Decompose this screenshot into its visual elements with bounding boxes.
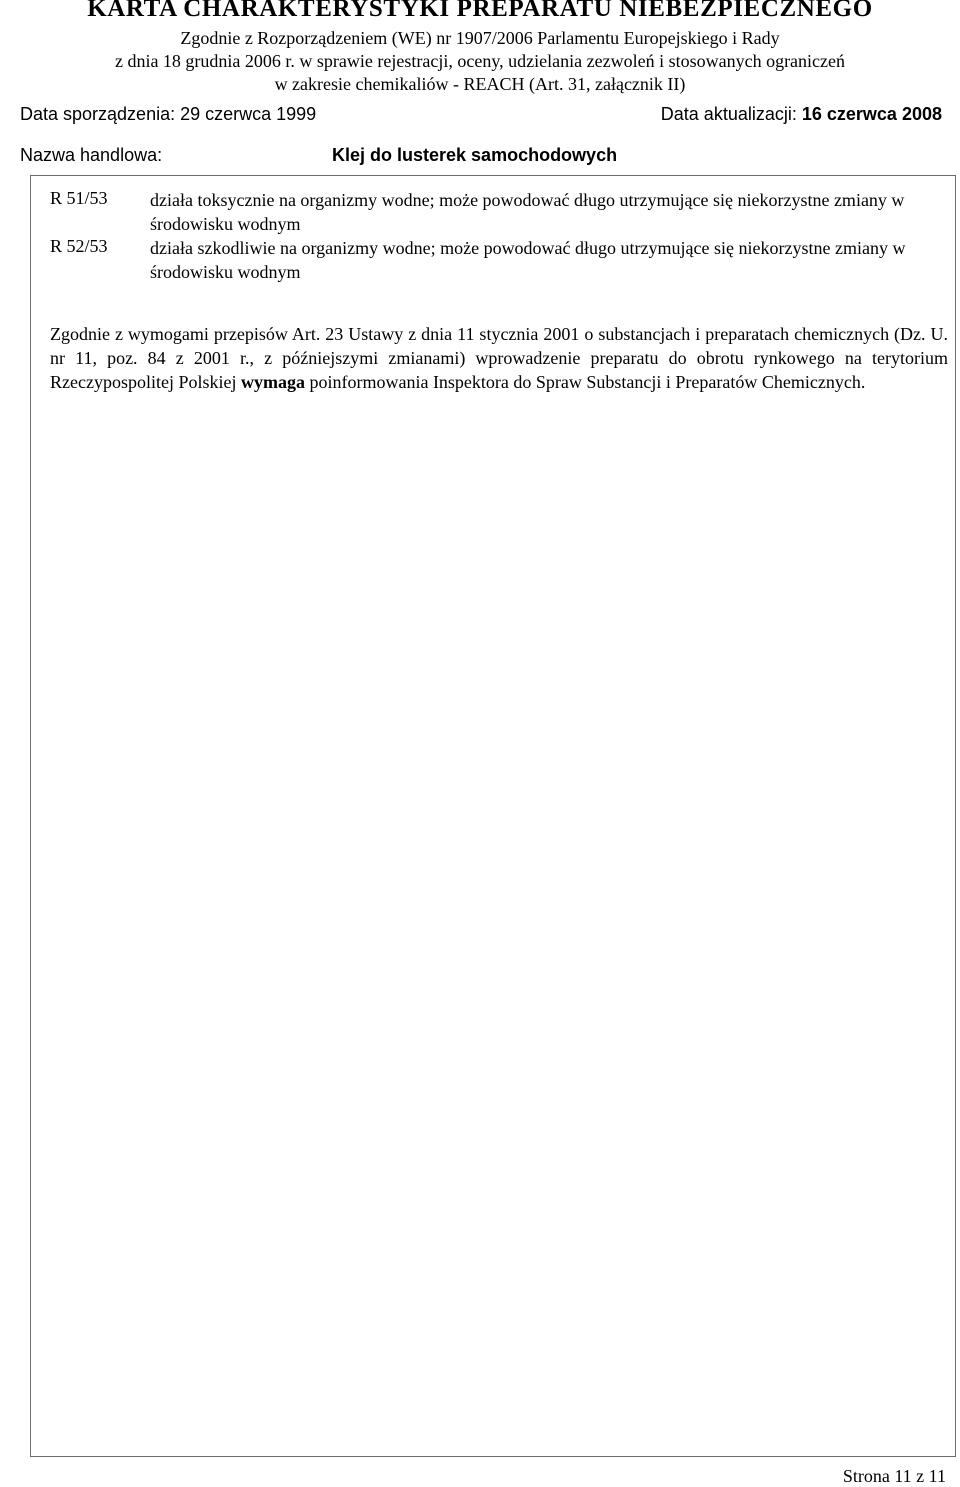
trade-name-value: Klej do lusterek samochodowych — [332, 145, 618, 165]
regulation-line-2: z dnia 18 grudnia 2006 r. w sprawie rejestracji, oceny, udzielania zezwoleń i stosowanych ograniczeń — [114, 51, 846, 71]
update-date — [661, 104, 942, 125]
document-title: KARTA CHARAKTERYSTYKI PREPARATU NIEBEZPIECZNEGO — [87, 0, 873, 22]
creation-date-label: Data sporządzenia: — [20, 104, 176, 124]
r-phrase-text: działa szkodliwie na organizmy wodne; może powodować długo utrzymujące się niekorzystne zmiany w środowisku wodnym — [150, 238, 906, 282]
trade-name-label: Nazwa handlowa: — [20, 145, 163, 165]
r-phrase-code: R 51/53 — [50, 188, 108, 208]
update-date-label: Data aktualizacji: — [660, 104, 797, 124]
content-frame — [30, 175, 956, 1457]
creation-date — [20, 104, 316, 125]
dates-row — [20, 104, 942, 128]
regulatory-note — [50, 322, 948, 394]
r-phrase-code: R 52/53 — [50, 236, 108, 256]
regulatory-note-text: Zgodnie z wymogami przepisów Art. 23 Ustawy z dnia 11 stycznia 2001 o substancjach i preparatach chemicznych (Dz. U. nr 11, poz. 84 z 2001 r., z późniejszymi zmianami) wprowadzenie preparatu do obrotu rynkowego na terytorium Rzeczypospolitej Polskiej — [50, 324, 948, 392]
regulation-line-1: Zgodnie z Rozporządzeniem (WE) nr 1907/2006 Parlamentu Europejskiego i Rady — [180, 28, 780, 48]
creation-date-value: 29 czerwca 1999 — [180, 104, 317, 124]
regulatory-note-end: poinformowania Inspektora do Spraw Substancji i Preparatów Chemicznych. — [304, 372, 866, 392]
regulation-line-3: w zakresie chemikaliów - REACH (Art. 31, załącznik II) — [274, 74, 686, 94]
update-date-value: 16 czerwca 2008 — [801, 104, 942, 124]
regulatory-note-emphasis: wymaga — [240, 372, 305, 392]
r-phrase-text: działa toksycznie na organizmy wodne; może powodować długo utrzymujące się niekorzystne zmiany w środowisku wodnym — [150, 190, 905, 234]
page-number: Strona 11 z 11 — [842, 1466, 946, 1486]
trade-name-row — [20, 145, 920, 169]
